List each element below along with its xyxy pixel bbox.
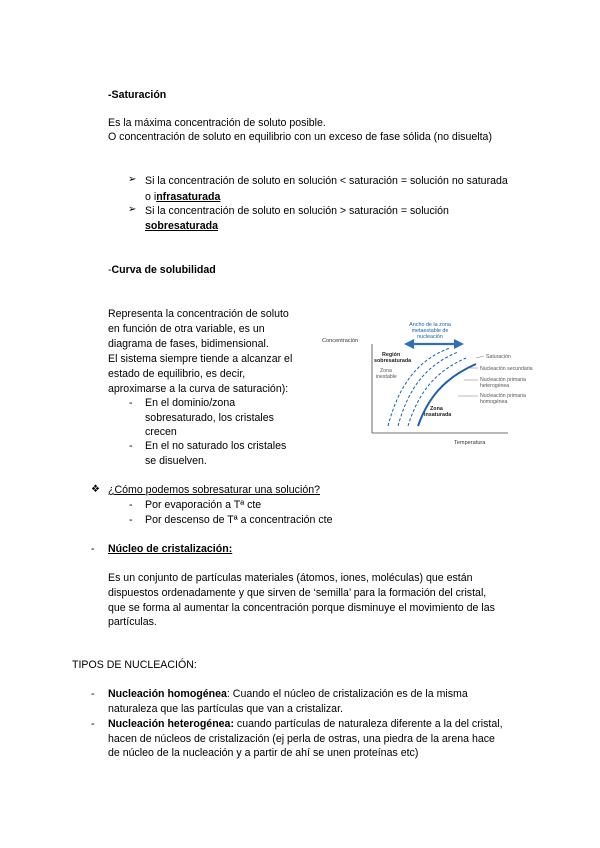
nucleo-para-line: Es un conjunto de partículas materiales (átomos, iones, moléculas) que están (108, 572, 473, 584)
tipos-heading: TIPOS DE NUCLEACIÓN: (72, 659, 197, 671)
sub-1-line: crecen (145, 426, 177, 438)
bullet-1-line-1: Si la concentración de soluto en solución < saturación = solución no saturada (145, 175, 508, 187)
dash-bullet: - (129, 397, 133, 409)
metastable-label: nucleación (417, 334, 443, 340)
curva-para-line: Representa la concentración de soluto (108, 308, 289, 320)
zona-inestable-label: Zona (380, 368, 392, 374)
nucleo-para-line: dispuestos ordenadamente y que sirven de ‘semilla’ para la formación del cristal, (108, 587, 487, 599)
curva-para-line: diagrama de fases, bidimensional. (108, 338, 269, 350)
curva-para-line: El sistema siempre tiende a alcanzar el (108, 353, 293, 365)
legend-primaria-hom: homogénea (480, 399, 508, 405)
tipo-2-line-1: Nucleación heterogénea: cuando partículas de naturaleza diferente a la del cristal, (108, 718, 503, 730)
dash-bullet: - (91, 688, 95, 700)
dash-bullet: - (129, 499, 133, 511)
y-axis-label: Concentración (322, 338, 359, 344)
bullet-1-line-2: o infrasaturada (145, 191, 221, 203)
curva-para-line: estado de equilibrio, es decir, (108, 368, 246, 380)
arrow-right-icon (454, 339, 464, 349)
x-axis-label: Temperatura (454, 440, 486, 446)
region-sobre-label: sobresaturada (374, 358, 412, 364)
diamond-bullet-icon: ❖ (91, 484, 100, 495)
metastable-label: metaestable de (411, 328, 449, 334)
legend-primaria-het: Nucleación primaria (480, 377, 526, 383)
dash-bullet: - (129, 514, 133, 526)
curva-para-line: en función de otra variable, es un (108, 323, 265, 335)
saturacion-line-1: Es la máxima concentración de soluto posible. (108, 117, 326, 129)
legend-primaria-hom: Nucleación primaria (480, 393, 526, 399)
tipo-1-line-1: Nucleación homogénea: Cuando el núcleo de cristalización es de la misma (108, 688, 468, 700)
nucleo-heading: Núcleo de cristalización: (108, 543, 233, 555)
legend-secundaria: Nucleación secundaria (480, 366, 533, 372)
solubility-curve-diagram (318, 318, 536, 448)
nucleo-para-line: partículas. (108, 616, 157, 628)
arrow-bullet-icon: ➢ (128, 174, 137, 185)
question-line: ¿Cómo podemos sobresaturar una solución? (108, 484, 320, 496)
tipo-1-line-2: naturaleza que las partículas que van a cristalizar. (108, 703, 343, 715)
option-1: Por evaporación a Tª cte (145, 499, 262, 511)
legend-saturacion: Saturación (486, 354, 511, 360)
bullet-2-line-1: Si la concentración de soluto en solución > saturación = solución (145, 205, 449, 217)
curva-heading: -Curva de solubilidad (108, 264, 216, 276)
sub-1-line: sobresaturado, los cristales (145, 412, 274, 424)
sub-2-line: se disuelven. (145, 455, 207, 467)
metastable-label: Ancho de la zona (409, 322, 451, 328)
dash-bullet: - (129, 440, 133, 452)
arrow-bullet-icon: ➢ (128, 204, 137, 215)
sub-2-line: En el no saturado los cristales (145, 440, 287, 452)
bullet-2-line-2: sobresaturada (145, 220, 219, 232)
option-2: Por descenso de Tª a concentración cte (145, 514, 333, 526)
tipo-2-line-2: hacen de núcleos de cristalización (ej perla de ostras, una piedra de la arena hace (108, 733, 495, 745)
zona-insaturada-label: insaturada (424, 412, 452, 418)
curva-para-line: aproximarse a la curva de saturación): (108, 383, 289, 395)
arrow-left-icon (404, 339, 414, 349)
legend-primaria-het: heterogénea (480, 383, 510, 389)
zona-inestable-label: inestable (376, 374, 397, 380)
saturacion-heading: -Saturación (108, 89, 167, 101)
dash-bullet: - (91, 543, 95, 555)
saturacion-line-2: O concentración de soluto en equilibrio con un exceso de fase sólida (no disuelta) (108, 131, 492, 143)
dash-bullet: - (91, 718, 95, 730)
tipo-2-line-3: de núcleo de la nucleación y a partir de ahí se unen proteínas etc) (108, 747, 419, 759)
region-sobre-label: Región (382, 352, 401, 358)
sub-1-line: En el dominio/zona (145, 397, 236, 409)
zona-insaturada-label: Zona (430, 406, 443, 412)
nucleo-para-line: que se forma al aumentar la concentración porque disminuye el movimiento de las (108, 602, 495, 614)
